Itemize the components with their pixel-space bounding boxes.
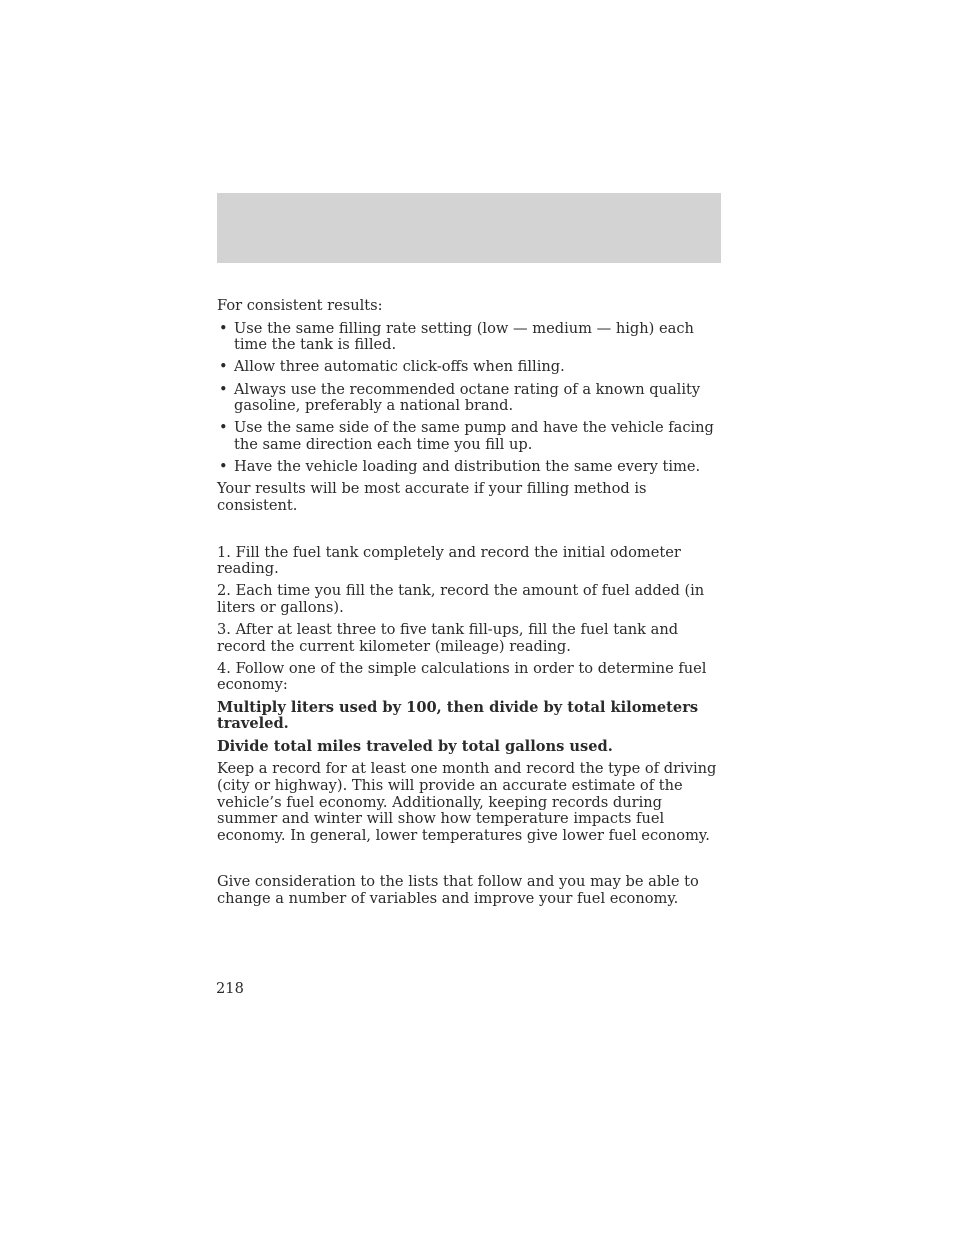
- list-item: [217, 321, 721, 354]
- section-spacer: [217, 515, 721, 545]
- step-item: 3. After at least three to five tank fill-ups, fill the fuel tank and record the current kilometer (mileage) reading.: [217, 621, 679, 655]
- bullet-text: Always use the recommended octane rating of a known quality gasoline, preferably a national brand.: [234, 380, 701, 415]
- bullet-text: Use the same side of the same pump and have the vehicle facing the same direction each time you fill up.: [234, 419, 714, 453]
- list-item: [217, 359, 721, 376]
- bullet-icon: •: [219, 358, 228, 376]
- step-item: 1. Fill the fuel tank completely and record the initial odometer reading.: [217, 543, 681, 578]
- intro-text: For consistent results:: [217, 297, 383, 314]
- page-number: 218: [216, 980, 244, 997]
- step-item: 4. Follow one of the simple calculations in order to determine fuel economy:: [217, 659, 707, 694]
- bullet-text: Have the vehicle loading and distribution the same every time.: [234, 458, 701, 476]
- metric-formula: Multiply liters used by 100, then divide by total kilometers traveled.: [217, 698, 699, 733]
- section-header-band: [217, 193, 721, 263]
- record-keeping-note: Keep a record for at least one month and record the type of driving (city or highway). This will provide an accurate estimate of the vehicle’s fuel economy. Additionally, keeping records during summer and winter will show how temperature impacts fuel economy. In general, lower temperatures give lower fuel economy.: [217, 760, 717, 844]
- list-item: [217, 382, 721, 415]
- bullet-text: Use the same filling rate setting (low — medium — high) each time the tank is filled.: [234, 319, 694, 354]
- list-item: [217, 420, 721, 453]
- page-content: [217, 298, 721, 908]
- bullet-icon: •: [219, 319, 228, 337]
- consistency-note: Your results will be most accurate if your filling method is consistent.: [217, 480, 647, 514]
- calculation-steps-list: [217, 545, 721, 695]
- step-item: 2. Each time you fill the tank, record the amount of fuel added (in liters or gallons).: [217, 582, 705, 616]
- list-item: [217, 459, 721, 476]
- bullet-text: Allow three automatic click-offs when filling.: [234, 358, 565, 376]
- bullet-icon: •: [219, 458, 228, 476]
- imperial-formula: Divide total miles traveled by total gallons used.: [217, 737, 613, 755]
- section-spacer: [217, 844, 721, 874]
- consistency-bullet-list: [217, 321, 721, 476]
- consideration-note: Give consideration to the lists that follow and you may be able to change a number of variables and improve your fuel economy.: [217, 873, 699, 907]
- bullet-icon: •: [219, 380, 228, 398]
- bullet-icon: •: [219, 419, 228, 437]
